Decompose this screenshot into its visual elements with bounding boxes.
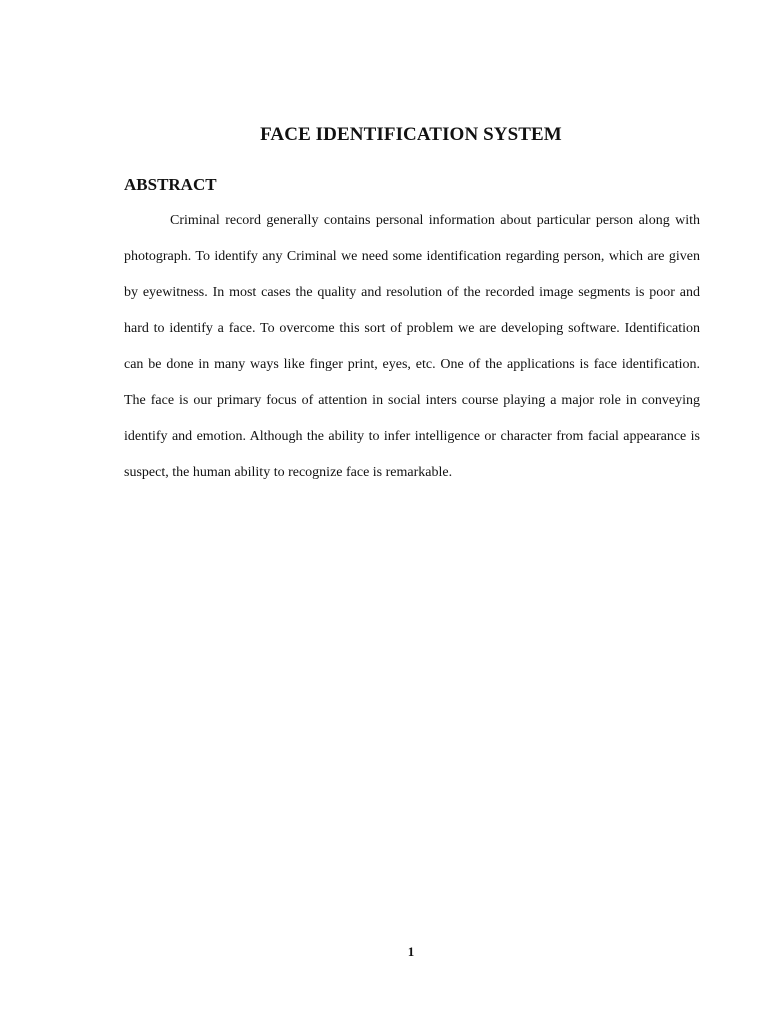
page-number: 1 xyxy=(407,944,415,959)
abstract-paragraph: Criminal record generally contains personal information about particular person along with photograph. To identify any Criminal we need some identification regarding person, which are given by eyewitness. In most cases the quality and resolution of the recorded image segments is poor and hard to identify a face. To overcome this sort of problem we are developing software. Identification can be done in many ways like finger print, eyes, etc. One of the applications is face identification. The face is our primary focus of attention in social inters course playing a major role in conveying identify and emotion. Although the ability to infer intelligence or character from facial appearance is suspect, the human ability to recognize face is remarkable. xyxy=(124,213,700,480)
abstract-heading: ABSTRACT xyxy=(124,175,217,194)
document-title: FACE IDENTIFICATION SYSTEM xyxy=(260,124,562,145)
